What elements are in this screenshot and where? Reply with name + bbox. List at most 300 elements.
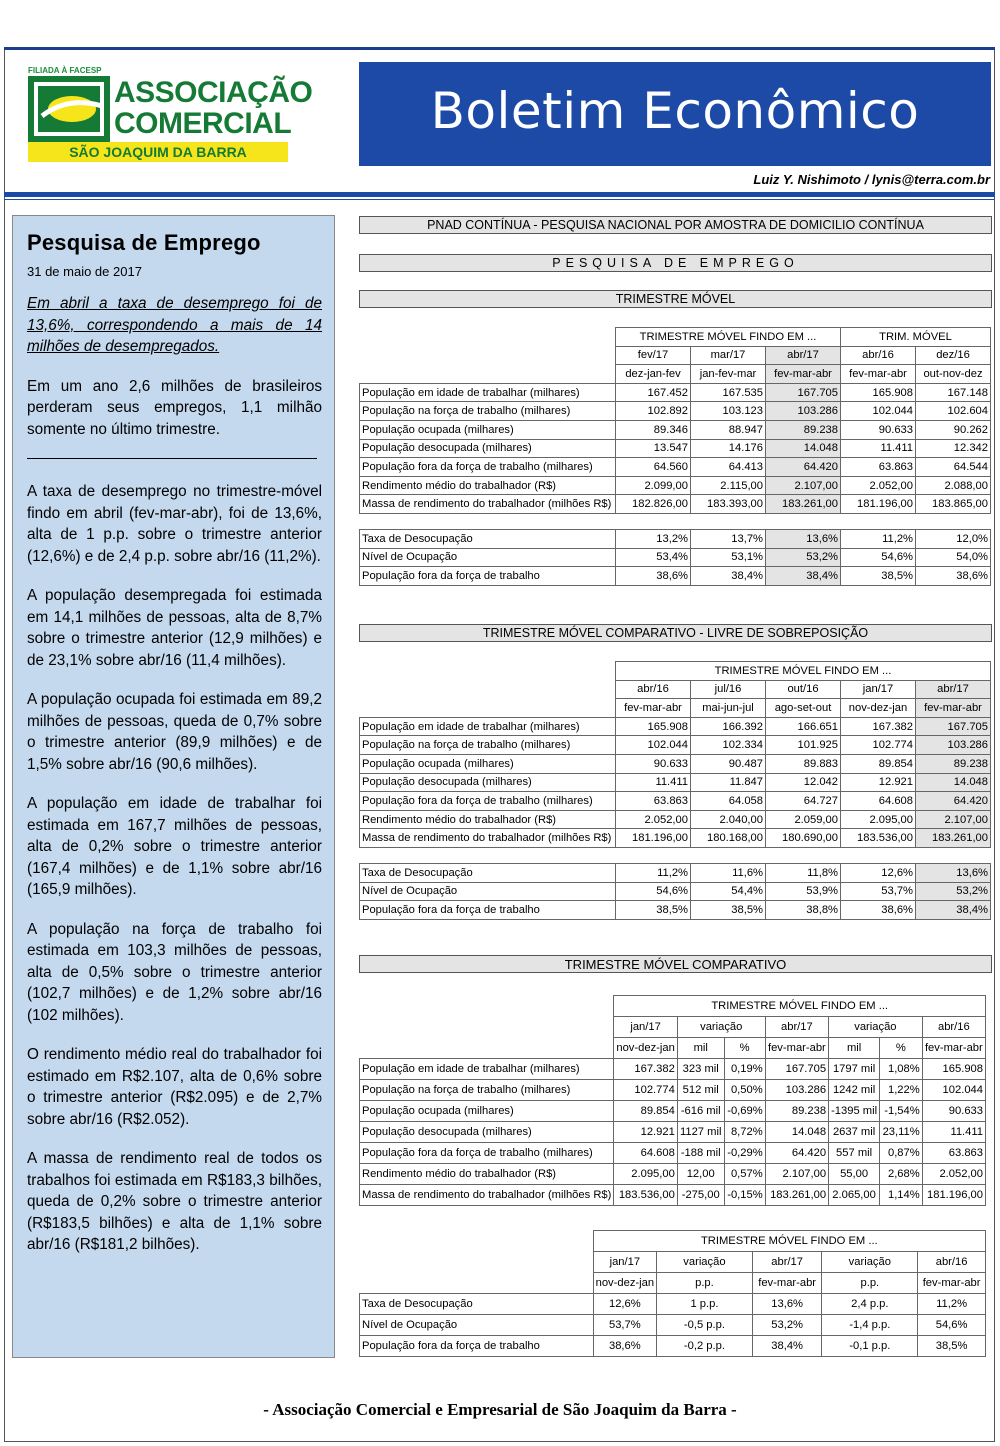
table-row — [360, 754, 991, 773]
empty-cell — [360, 1273, 594, 1294]
table-row — [360, 1059, 986, 1080]
column-subheader: p.p. — [822, 1273, 918, 1294]
table-cell: 53,9% — [766, 882, 841, 901]
table-cell: 181.196,00 — [841, 495, 916, 514]
column-subheader: nov-dez-jan — [614, 1038, 677, 1059]
table-cell: 38,4% — [691, 567, 766, 586]
row-label: População na força de trabalho (milhares) — [360, 402, 616, 421]
table-row — [360, 1185, 986, 1206]
footer-text: - Associação Comercial e Empresarial de São Joaquim da Barra - — [263, 1400, 737, 1419]
row-label: População desocupada (milhares) — [360, 1122, 614, 1143]
column-subheader: % — [880, 1038, 923, 1059]
table-cell: 2.095,00 — [614, 1164, 677, 1185]
table-cell: 90.262 — [916, 420, 991, 439]
table-cell: 8,72% — [724, 1122, 765, 1143]
empty-cell — [360, 365, 616, 384]
table-cell: 557 mil — [829, 1143, 880, 1164]
table-row — [360, 736, 991, 755]
table-cell: 103.286 — [916, 736, 991, 755]
month-header: out/16 — [766, 680, 841, 699]
table-cell: 90.633 — [616, 754, 691, 773]
table-cell: 165.908 — [616, 717, 691, 736]
table-cell: 183.536,00 — [841, 829, 916, 848]
table-cell: 64.420 — [916, 792, 991, 811]
column-subheader: p.p. — [657, 1273, 753, 1294]
pnad-title: PNAD CONTÍNUA - PESQUISA NACIONAL POR AMOSTRA DE DOMICILIO CONTÍNUA — [359, 216, 992, 234]
column-header: abr/16 — [918, 1252, 986, 1273]
period-header: out-nov-dez — [916, 365, 991, 384]
table-cell: -1,4 p.p. — [822, 1315, 918, 1336]
table-cell: 183.393,00 — [691, 495, 766, 514]
empty-cell — [360, 680, 616, 699]
table-comparativo-livre — [359, 661, 991, 920]
row-label: Taxa de Desocupação — [360, 529, 616, 548]
month-header: fev/17 — [616, 346, 691, 365]
table-cell: 63.863 — [922, 1143, 985, 1164]
table-row — [360, 829, 991, 848]
column-subheader: mil — [829, 1038, 880, 1059]
table-cell: 64.608 — [614, 1143, 677, 1164]
table-cell: 64.413 — [691, 458, 766, 477]
table1-title: TRIMESTRE MÓVEL — [359, 290, 992, 308]
row-label: Massa de rendimento do trabalhador (milhões R$) — [360, 829, 616, 848]
table-cell: 89.854 — [614, 1101, 677, 1122]
table-cell: 53,4% — [616, 548, 691, 567]
table-cell: 64.727 — [766, 792, 841, 811]
month-header: jul/16 — [691, 680, 766, 699]
table-row — [360, 439, 991, 458]
table-cell: 53,2% — [752, 1315, 822, 1336]
table-cell: 89.238 — [916, 754, 991, 773]
table-cell: 54,4% — [691, 882, 766, 901]
table-cell: 89.238 — [765, 1101, 828, 1122]
month-header: abr/17 — [766, 346, 841, 365]
table-cell: -0,2 p.p. — [657, 1336, 753, 1357]
table-row — [360, 1143, 986, 1164]
table-cell: 12,6% — [593, 1294, 656, 1315]
period-header: fev-mar-abr — [766, 365, 841, 384]
table-row — [360, 717, 991, 736]
table-cell: 167.148 — [916, 383, 991, 402]
table-cell: 63.863 — [616, 792, 691, 811]
table-cell: 11.411 — [922, 1122, 985, 1143]
table-cell: 38,4% — [766, 567, 841, 586]
column-header: abr/17 — [765, 1017, 828, 1038]
table-cell: 2637 mil — [829, 1122, 880, 1143]
row-label: População fora da força de trabalho — [360, 901, 616, 920]
table-row — [360, 1080, 986, 1101]
table-cell: 103.123 — [691, 402, 766, 421]
column-header: jan/17 — [614, 1017, 677, 1038]
table-cell: 13,6% — [752, 1294, 822, 1315]
table-cell: 11,2% — [841, 529, 916, 548]
table-cell: -1395 mil — [829, 1101, 880, 1122]
row-label: População desocupada (milhares) — [360, 773, 616, 792]
table-row — [360, 458, 991, 477]
column-subheader: fev-mar-abr — [752, 1273, 822, 1294]
column-subheader: fev-mar-abr — [922, 1038, 985, 1059]
period-header: fev-mar-abr — [916, 699, 991, 718]
table-cell: 512 mil — [677, 1080, 724, 1101]
row-label: População fora da força de trabalho (milhares) — [360, 458, 616, 477]
column-header: variação — [822, 1252, 918, 1273]
table-cell: 102.334 — [691, 736, 766, 755]
logo-city: SÃO JOAQUIM DA BARRA — [28, 142, 288, 162]
table-cell: 11.847 — [691, 773, 766, 792]
table-row — [360, 1164, 986, 1185]
table-cell: 12,0% — [916, 529, 991, 548]
bulletin-title: Boletim Econômico — [430, 82, 920, 140]
row-label: Rendimento médio do trabalhador (R$) — [360, 1164, 614, 1185]
table-cell: 2.107,00 — [766, 476, 841, 495]
empty-cell — [360, 699, 616, 718]
row-label: Nível de Ocupação — [360, 548, 616, 567]
row-label: Rendimento médio do trabalhador (R$) — [360, 476, 616, 495]
period-header: nov-dez-jan — [841, 699, 916, 718]
table-cell: -0,29% — [724, 1143, 765, 1164]
table-cell: 64.608 — [841, 792, 916, 811]
table-cell: -616 mil — [677, 1101, 724, 1122]
sidebar-paragraph: A massa de rendimento real de todos os trabalhos foi estimada em R$183,3 bilhões, queda de 0,2% sobre o trimestre anterior (R$183,5 bilhões) e alta de 1,1% sobre abr/16 (R$181,2 bilhões). — [27, 1150, 322, 1253]
table-cell: 53,2% — [916, 882, 991, 901]
logo-emblem-icon — [28, 76, 110, 142]
table-cell: 11,8% — [766, 863, 841, 882]
table-cell: 89.346 — [616, 420, 691, 439]
table-cell: 102.604 — [916, 402, 991, 421]
table-cell: 11,6% — [691, 863, 766, 882]
table-row — [360, 476, 991, 495]
logo-line-1: ASSOCIAÇÃO — [114, 76, 313, 109]
table-cell: 64.058 — [691, 792, 766, 811]
period-header: ago-set-out — [766, 699, 841, 718]
table-cell: 166.392 — [691, 717, 766, 736]
table-cell: 183.536,00 — [614, 1185, 677, 1206]
table-cell: 12.921 — [841, 773, 916, 792]
table-cell: 12.342 — [916, 439, 991, 458]
table-row — [360, 1122, 986, 1143]
section-title: PESQUISA DE EMPREGO — [359, 254, 992, 272]
table-cell: 180.690,00 — [766, 829, 841, 848]
table-cell: 38,6% — [916, 567, 991, 586]
table-cell: 38,4% — [916, 901, 991, 920]
table-cell: 14.176 — [691, 439, 766, 458]
row-label: População fora da força de trabalho — [360, 1336, 594, 1357]
table-cell: -188 mil — [677, 1143, 724, 1164]
column-subheader: fev-mar-abr — [918, 1273, 986, 1294]
table-cell: 165.908 — [841, 383, 916, 402]
sidebar-paragraph: A população desempregada foi estimada em 14,1 milhões de pessoas, alta de 8,7% sobre o trimestre anterior (12,9 milhões) e de 23,1% sobre abr/16 (11,4 milhões). — [27, 587, 322, 669]
table-cell: 38,5% — [616, 901, 691, 920]
row-label: População em idade de trabalhar (milhares) — [360, 1059, 614, 1080]
row-label: População em idade de trabalhar (milhares) — [360, 717, 616, 736]
table-cell: 54,6% — [616, 882, 691, 901]
table-cell: 102.044 — [922, 1080, 985, 1101]
table-cell: 1127 mil — [677, 1122, 724, 1143]
table-row — [360, 1294, 986, 1315]
table-cell: 167.382 — [614, 1059, 677, 1080]
row-label: Rendimento médio do trabalhador (R$) — [360, 810, 616, 829]
table-cell: 12,00 — [677, 1164, 724, 1185]
table-cell: 2.052,00 — [841, 476, 916, 495]
table-cell: 13,7% — [691, 529, 766, 548]
table-cell: 183.261,00 — [766, 495, 841, 514]
table-cell: 13,2% — [616, 529, 691, 548]
column-header: abr/16 — [922, 1017, 985, 1038]
table-cell: 103.286 — [765, 1080, 828, 1101]
month-header: abr/16 — [841, 346, 916, 365]
sidebar-paragraph: O rendimento médio real do trabalhador foi estimado em R$2.107, alta de 0,6% sobre o trimestre anterior (R$2.095) e de 2,7% sobre abr/16 (R$2.052). — [27, 1046, 322, 1128]
row-label: População ocupada (milhares) — [360, 1101, 614, 1122]
row-label: Massa de rendimento do trabalhador (milhões R$) — [360, 495, 616, 514]
table-row — [360, 495, 991, 514]
table-cell: 38,5% — [841, 567, 916, 586]
table-cell: 183.261,00 — [765, 1185, 828, 1206]
row-label: População ocupada (milhares) — [360, 754, 616, 773]
table-cell: 11.411 — [841, 439, 916, 458]
table-cell: 2,68% — [880, 1164, 923, 1185]
table-cell: 38,5% — [691, 901, 766, 920]
header-rule-thin — [4, 199, 995, 200]
table-cell: 13,6% — [916, 863, 991, 882]
table-cell: 102.044 — [616, 736, 691, 755]
table-cell: -0,1 p.p. — [822, 1336, 918, 1357]
table-cell: 2.107,00 — [916, 810, 991, 829]
table-cell: 11,2% — [616, 863, 691, 882]
table-trimestre-movel — [359, 327, 991, 586]
top-rule — [4, 47, 995, 50]
table-cell: 2.099,00 — [616, 476, 691, 495]
month-header: abr/16 — [616, 680, 691, 699]
table-cell: 54,6% — [918, 1315, 986, 1336]
column-subheader: fev-mar-abr — [765, 1038, 828, 1059]
table-cell: 183.865,00 — [916, 495, 991, 514]
table-cell: 13.547 — [616, 439, 691, 458]
table-cell: 181.196,00 — [616, 829, 691, 848]
table-cell: 38,4% — [752, 1336, 822, 1357]
table-cell: 13,6% — [766, 529, 841, 548]
row-label: População ocupada (milhares) — [360, 420, 616, 439]
table-row — [360, 863, 991, 882]
table-cell: 38,6% — [593, 1336, 656, 1357]
sidebar-paragraph: A população na força de trabalho foi estimada em 103,3 milhões de pessoas, alta de 0,5% sobre o trimestre anterior (102,7 milhões) e de 1,2% sobre abr/16 (102 milhões). — [27, 920, 322, 1024]
row-label: População na força de trabalho (milhares) — [360, 736, 616, 755]
table-cell: 181.196,00 — [922, 1185, 985, 1206]
sidebar-divider — [27, 458, 317, 459]
author-line: Luiz Y. Nishimoto / lynis@terra.com.br — [753, 172, 990, 187]
table-cell: 2.065,00 — [829, 1185, 880, 1206]
table-cell: 1242 mil — [829, 1080, 880, 1101]
column-header: variação — [829, 1017, 923, 1038]
row-label: Nível de Ocupação — [360, 882, 616, 901]
table1-group-header-2: TRIM. MÓVEL — [841, 328, 991, 347]
table-taxas-pp — [359, 1230, 986, 1357]
table-cell: 88.947 — [691, 420, 766, 439]
table-cell: 89.883 — [766, 754, 841, 773]
column-subheader: mil — [677, 1038, 724, 1059]
month-header: jan/17 — [841, 680, 916, 699]
table-cell: 54,6% — [841, 548, 916, 567]
table-row — [360, 383, 991, 402]
table2-title: TRIMESTRE MÓVEL COMPARATIVO - LIVRE DE SOBREPOSIÇÃO — [359, 624, 992, 642]
sidebar-title: Pesquisa de Emprego — [27, 230, 261, 255]
table-cell: 102.044 — [841, 402, 916, 421]
table-cell: -0,69% — [724, 1101, 765, 1122]
table-cell: 2.052,00 — [922, 1164, 985, 1185]
table-row — [360, 1336, 986, 1357]
table-row — [360, 402, 991, 421]
table-cell: 167.535 — [691, 383, 766, 402]
table-cell: 12,6% — [841, 863, 916, 882]
sidebar-lead: Em abril a taxa de desemprego foi de 13,6%, correspondendo a mais de 14 milhões de desempregados. — [27, 295, 322, 355]
table-cell: 64.544 — [916, 458, 991, 477]
sidebar-paragraph: A população em idade de trabalhar foi estimada em 167,7 milhões de pessoas, alta de 0,2% sobre o trimestre anterior (167,4 milhões) e de 1,1% sobre abr/16 (165,9 milhões). — [27, 795, 322, 898]
table-cell: 54,0% — [916, 548, 991, 567]
association-logo — [28, 66, 313, 164]
table-cell: 63.863 — [841, 458, 916, 477]
month-header: abr/17 — [916, 680, 991, 699]
month-header: dez/16 — [916, 346, 991, 365]
empty-cell — [360, 346, 616, 365]
table-row — [360, 901, 991, 920]
table-cell: 102.892 — [616, 402, 691, 421]
sidebar-paragraph: Em um ano 2,6 milhões de brasileiros perderam seus empregos, 1,1 milhão somente no último trimestre. — [27, 377, 322, 438]
table-cell: 38,8% — [766, 901, 841, 920]
table-row — [360, 882, 991, 901]
table-cell: 2.052,00 — [616, 810, 691, 829]
table3-group-header: TRIMESTRE MÓVEL FINDO EM ... — [614, 996, 986, 1017]
table-cell: 38,6% — [616, 567, 691, 586]
table-cell: 64.560 — [616, 458, 691, 477]
table-cell: 1797 mil — [829, 1059, 880, 1080]
table-cell: 90.487 — [691, 754, 766, 773]
period-header: jan-fev-mar — [691, 365, 766, 384]
table3-title: TRIMESTRE MÓVEL COMPARATIVO — [359, 955, 992, 973]
table-cell: 11.411 — [616, 773, 691, 792]
table-cell: 14.048 — [765, 1122, 828, 1143]
empty-cell — [360, 1017, 614, 1038]
title-banner — [359, 62, 991, 166]
table-cell: 102.774 — [841, 736, 916, 755]
row-label: População na força de trabalho (milhares) — [360, 1080, 614, 1101]
period-header: dez-jan-fev — [616, 365, 691, 384]
sidebar-panel — [12, 215, 335, 1358]
table-row — [360, 773, 991, 792]
table-cell: 38,5% — [918, 1336, 986, 1357]
table-cell: 166.651 — [766, 717, 841, 736]
column-header: variação — [677, 1017, 765, 1038]
table-cell: 0,57% — [724, 1164, 765, 1185]
table-cell: 167.452 — [616, 383, 691, 402]
table-cell: 1,08% — [880, 1059, 923, 1080]
column-subheader: % — [724, 1038, 765, 1059]
row-label: Nível de Ocupação — [360, 1315, 594, 1336]
column-header: abr/17 — [752, 1252, 822, 1273]
table-cell: 167.705 — [765, 1059, 828, 1080]
empty-cell — [360, 1038, 614, 1059]
table-cell: 1,14% — [880, 1185, 923, 1206]
table-cell: 0,19% — [724, 1059, 765, 1080]
table-row — [360, 529, 991, 548]
row-label: Massa de rendimento do trabalhador (milhões R$) — [360, 1185, 614, 1206]
table-cell: 0,50% — [724, 1080, 765, 1101]
logo-filiada: FILIADA À FACESP — [28, 66, 102, 75]
table-cell: 165.908 — [922, 1059, 985, 1080]
table-cell: 2.107,00 — [765, 1164, 828, 1185]
table-cell: 102.774 — [614, 1080, 677, 1101]
table-cell: 38,6% — [841, 901, 916, 920]
table-cell: 180.168,00 — [691, 829, 766, 848]
logo-line-2: COMERCIAL — [114, 107, 292, 140]
table-cell: 2.088,00 — [916, 476, 991, 495]
table-cell: 14.048 — [916, 773, 991, 792]
row-label: População fora da força de trabalho (milhares) — [360, 792, 616, 811]
table-row — [360, 792, 991, 811]
table-cell: 1 p.p. — [657, 1294, 753, 1315]
table-cell: 11,2% — [918, 1294, 986, 1315]
table-cell: -0,5 p.p. — [657, 1315, 753, 1336]
table1-group-header: TRIMESTRE MÓVEL FINDO EM ... — [616, 328, 841, 347]
table-row — [360, 1315, 986, 1336]
column-subheader: nov-dez-jan — [593, 1273, 656, 1294]
table-cell: 12.042 — [766, 773, 841, 792]
column-header: jan/17 — [593, 1252, 656, 1273]
table-cell: 2.115,00 — [691, 476, 766, 495]
period-header: mai-jun-jul — [691, 699, 766, 718]
table-cell: 64.420 — [765, 1143, 828, 1164]
table-cell: 64.420 — [766, 458, 841, 477]
sidebar-paragraph: A taxa de desemprego no trimestre-móvel findo em abril (fev-mar-abr), foi de 13,6%, alta de 1 p.p. sobre o trimestre anterior (12,6%) e de 2,4 p.p. sobre abr/16 (11,2%). — [27, 483, 322, 565]
table-cell: 89.854 — [841, 754, 916, 773]
table-cell: 2.059,00 — [766, 810, 841, 829]
table-cell: 103.286 — [766, 402, 841, 421]
table-cell: 2.095,00 — [841, 810, 916, 829]
table-comparativo — [359, 995, 986, 1206]
table-row — [360, 567, 991, 586]
row-label: Taxa de Desocupação — [360, 863, 616, 882]
table-cell: 167.705 — [916, 717, 991, 736]
table-cell: 2,4 p.p. — [822, 1294, 918, 1315]
table-cell: -1,54% — [880, 1101, 923, 1122]
table-cell: 323 mil — [677, 1059, 724, 1080]
table-cell: 14.048 — [766, 439, 841, 458]
table-row — [360, 548, 991, 567]
table-cell: 53,1% — [691, 548, 766, 567]
period-header: fev-mar-abr — [841, 365, 916, 384]
table4-group-header: TRIMESTRE MÓVEL FINDO EM ... — [593, 1231, 985, 1252]
header-rule — [4, 192, 995, 197]
row-label: População fora da força de trabalho (milhares) — [360, 1143, 614, 1164]
table-cell: -275,00 — [677, 1185, 724, 1206]
table-cell: 182.826,00 — [616, 495, 691, 514]
table-cell: 1,22% — [880, 1080, 923, 1101]
table-cell: 23,11% — [880, 1122, 923, 1143]
table2-group-header: TRIMESTRE MÓVEL FINDO EM ... — [616, 662, 991, 681]
table-cell: 167.382 — [841, 717, 916, 736]
table-cell: 183.261,00 — [916, 829, 991, 848]
row-label: População fora da força de trabalho — [360, 567, 616, 586]
table-row — [360, 420, 991, 439]
sidebar-paragraph: A população ocupada foi estimada em 89,2 milhões de pessoas, queda de 0,7% sobre o trimestre anterior (89,9 milhões) e de 1,5% sobre abr/16 (90,6 milhões). — [27, 691, 322, 773]
row-label: População em idade de trabalhar (milhares) — [360, 383, 616, 402]
row-label: População desocupada (milhares) — [360, 439, 616, 458]
period-header: fev-mar-abr — [616, 699, 691, 718]
table-cell: 167.705 — [766, 383, 841, 402]
table-cell: 55,00 — [829, 1164, 880, 1185]
table-cell: 2.040,00 — [691, 810, 766, 829]
table-cell: 90.633 — [922, 1101, 985, 1122]
row-label: Taxa de Desocupação — [360, 1294, 594, 1315]
table-cell: 12.921 — [614, 1122, 677, 1143]
